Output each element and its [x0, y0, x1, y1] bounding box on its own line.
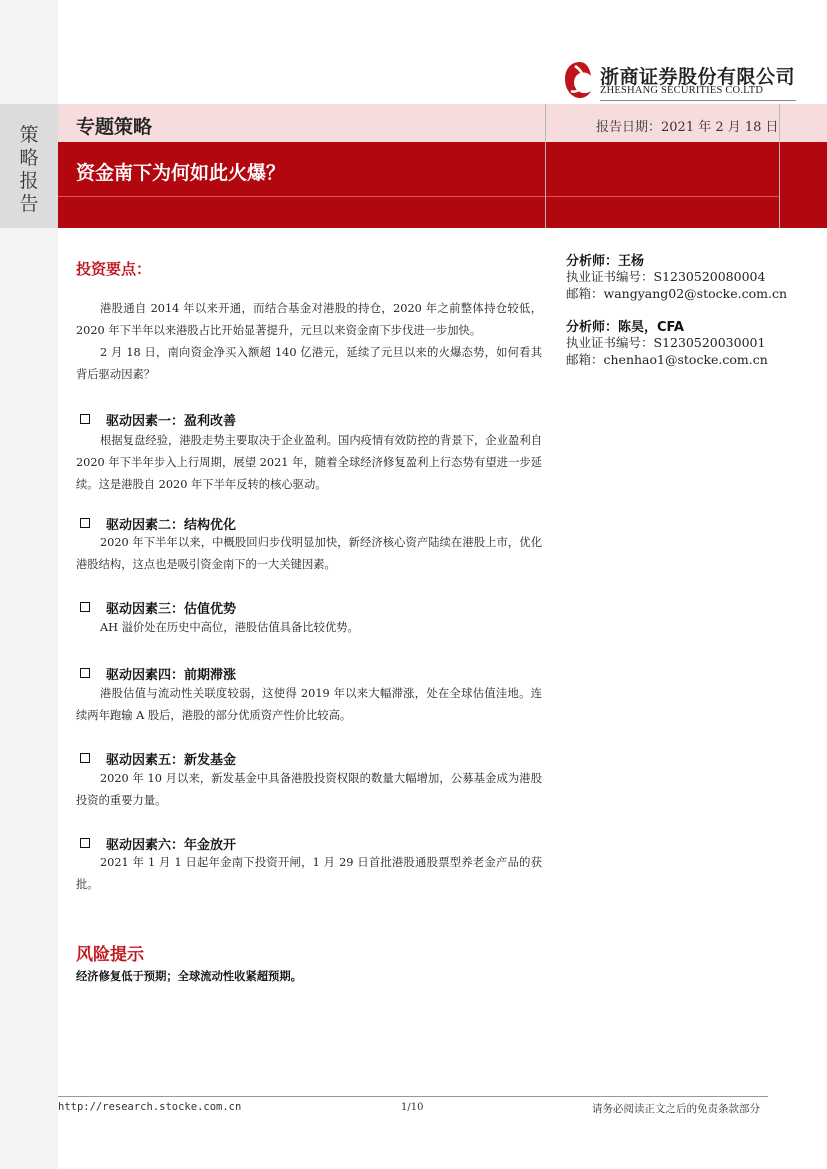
analyst-email[interactable]: 邮箱：wangyang02@stocke.com.cn [566, 286, 787, 301]
company-logo-icon [563, 60, 597, 100]
risk-text: 经济修复低于预期；全球流动性收紧超预期。 [76, 969, 302, 983]
checkbox-bullet-icon [80, 602, 90, 612]
factor-text: 根据复盘经验，港股走势主要取决于企业盈利。国内疫情有效防控的背景下，企业盈利自 2020 年下半年步入上行周期，展望 2021 年，随着全球经济修复盈利上行态势有望进一步延续。这是港股自 2020 年下半年反转的核心驱动。 [76, 434, 542, 491]
company-name-cn: 浙商证券股份有限公司 [600, 66, 796, 88]
risk-heading: 风险提示 [76, 945, 144, 965]
factor-text: 2020 年下半年以来，中概股回归步伐明显加快，新经济核心资产陆续在港股上市，优化港股结构，这点也是吸引资金南下的一大关键因素。 [76, 536, 542, 571]
title-banner [58, 142, 827, 228]
intro-paragraph: 港股通自 2014 年以来开通，而结合基金对港股的持仓，2020 年之前整体持仓较低，2020 年下半年以来港股占比开始显著提升，元旦以来资金南下步伐进一步加快。 [76, 302, 542, 337]
analyst-cert: 执业证书编号：S1230520080004 [566, 269, 766, 284]
key-points-heading: 投资要点： [76, 260, 152, 278]
footer-divider [58, 1096, 768, 1097]
factor-heading: 驱动因素三：估值优势 [80, 598, 236, 617]
header-divider-right [779, 104, 780, 228]
report-category: 专题策略 [76, 116, 153, 138]
page-number: 1/10 [401, 1102, 424, 1113]
factor-heading: 驱动因素六：年金放开 [80, 834, 236, 853]
factor-heading: 驱动因素二：结构优化 [80, 514, 236, 533]
report-type-label: 策略报告 [19, 124, 39, 215]
factor-heading: 驱动因素一：盈利改善 [80, 410, 236, 429]
factor-text: 2021 年 1 月 1 日起年金南下投资开闸，1 月 29 日首批港股通股票型养老金产品的获批。 [76, 856, 542, 891]
checkbox-bullet-icon [80, 753, 90, 763]
report-title: 资金南下为何如此火爆？ [76, 162, 286, 184]
analyst-email[interactable]: 邮箱：chenhao1@stocke.com.cn [566, 352, 768, 367]
analyst-name: 分析师：王杨 [566, 254, 645, 269]
checkbox-bullet-icon [80, 668, 90, 678]
checkbox-bullet-icon [80, 414, 90, 424]
factor-text: 港股估值与流动性关联度较弱，这使得 2019 年以来大幅滞涨，处在全球估值洼地。连续两年跑输 A 股后，港股的部分优质资产性价比较高。 [76, 687, 542, 722]
intro-paragraph: 2 月 18 日，南向资金净买入额超 140 亿港元，延续了元旦以来的火爆态势，如何看其背后驱动因素？ [76, 346, 542, 381]
analyst-cert: 执业证书编号：S1230520030001 [566, 335, 766, 350]
analyst-name: 分析师：陈昊，CFA [566, 320, 684, 335]
company-name-en: ZHESHANG SECURITIES CO.LTD [600, 85, 764, 96]
checkbox-bullet-icon [80, 838, 90, 848]
report-date: 报告日期：2021 年 2 月 18 日 [596, 120, 779, 135]
footer-url-link[interactable]: http://research.stocke.com.cn [58, 1101, 242, 1113]
header-divider-left [545, 104, 546, 228]
banner-divider [58, 196, 779, 197]
factor-heading: 驱动因素五：新发基金 [80, 749, 236, 768]
factor-text: 2020 年 10 月以来，新发基金中具备港股投资权限的数量大幅增加，公募基金成为港股投资的重要力量。 [76, 772, 542, 807]
disclaimer-note: 请务必阅读正文之后的免责条款部分 [592, 1103, 760, 1115]
factor-text: AH 溢价处在历史中高位，港股估值具备比较优势。 [100, 621, 359, 634]
logo-underline [600, 100, 796, 101]
checkbox-bullet-icon [80, 518, 90, 528]
factor-heading: 驱动因素四：前期滞涨 [80, 664, 236, 683]
